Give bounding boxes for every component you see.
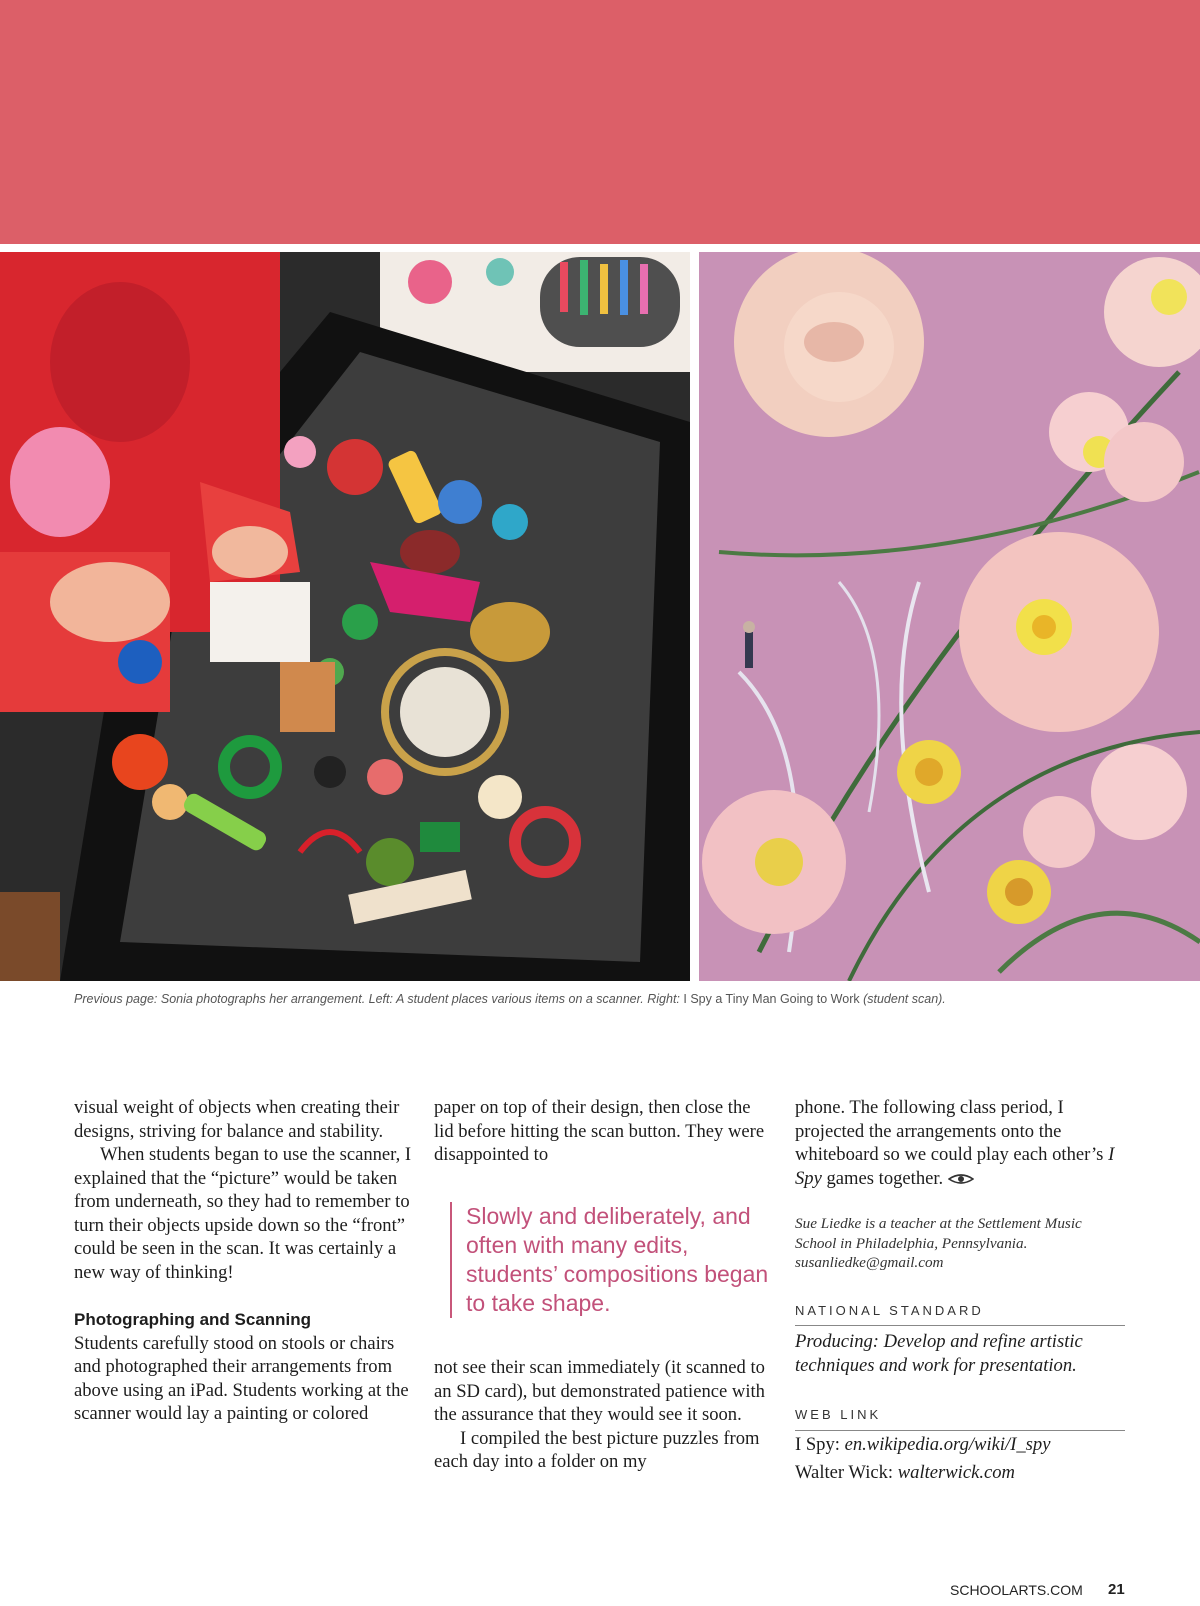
paragraph-scanner: When students began to use the scanner, I explained that the “picture” would be taken from underneath, so they had to remember to turn their objects upside down so the “front” could be seen in the scan. It was certainly a new way of thinking! (74, 1144, 412, 1283)
paragraph-sd-card: not see their scan immediately (it scanned to an SD card), but demonstrated patience with the assurance that they would see it soon. (434, 1357, 765, 1425)
text-column-2-top (434, 1096, 772, 1167)
scanner-photo (0, 252, 690, 981)
text-column-1 (74, 1096, 412, 1426)
text-column-2-bottom (434, 1356, 772, 1474)
subhead-photographing: Photographing and Scanning (74, 1310, 312, 1329)
page-number: 21 (1108, 1581, 1125, 1598)
caption-note: (student scan). (859, 992, 946, 1006)
scanner-photo-illustration (0, 252, 690, 981)
national-standard-label: NATIONAL STANDARD (795, 1299, 1125, 1327)
photo-caption (74, 992, 1134, 1006)
web-link-i-spy: I Spy: en.wikipedia.org/wiki/I_spy (795, 1433, 1051, 1455)
text-column-3 (795, 1096, 1125, 1487)
walter-wick-link[interactable]: walterwick.com (897, 1461, 1015, 1483)
paragraph-projected: phone. The following class period, I projected the arrangements onto the whiteboard so we could play each other’s I Spy games together. (795, 1097, 1115, 1189)
national-standard-text: Producing: Develop and refine artistic techniques and work for presentation. (795, 1331, 1083, 1376)
paragraph-visual-weight: visual weight of objects when creating their designs, striving for balance and stability. (74, 1097, 400, 1142)
paragraph-photographing: Students carefully stood on stools or chairs and photographed their arrangements from above using an iPad. Students working at the scanner would lay a painting or colored (74, 1332, 409, 1424)
top-color-banner (0, 0, 1200, 244)
student-scan-illustration (699, 252, 1200, 981)
web-link-label: WEB LINK (795, 1403, 1125, 1431)
i-spy-title: I Spy (795, 1144, 1115, 1189)
caption-intro: Previous page: Sonia photographs her arrangement. Left: A student places various items on a scanner. Right: (74, 992, 684, 1006)
author-bio: Sue Liedke is a teacher at the Settlement Music School in Philadelphia, Pennsylvania. susanliedke@gmail.com (795, 1215, 1082, 1271)
student-scan-image (699, 252, 1200, 981)
web-link-walter-wick: Walter Wick: walterwick.com (795, 1461, 1015, 1483)
caption-artwork-title: I Spy a Tiny Man Going to Work (683, 992, 860, 1006)
eye-end-mark-icon (948, 1173, 974, 1185)
paragraph-scan-button: paper on top of their design, then close the lid before hitting the scan button. They were disappointed to (434, 1097, 765, 1165)
paragraph-compiled: I compiled the best picture puzzles from each day into a folder on my (434, 1427, 760, 1472)
footer-site-name: SCHOOLARTS.COM (950, 1582, 1083, 1598)
pull-quote: Slowly and deliberately, and often with many edits, students’ compositions began to take shape. (450, 1202, 786, 1318)
i-spy-link[interactable]: en.wikipedia.org/wiki/I_spy (844, 1433, 1051, 1455)
